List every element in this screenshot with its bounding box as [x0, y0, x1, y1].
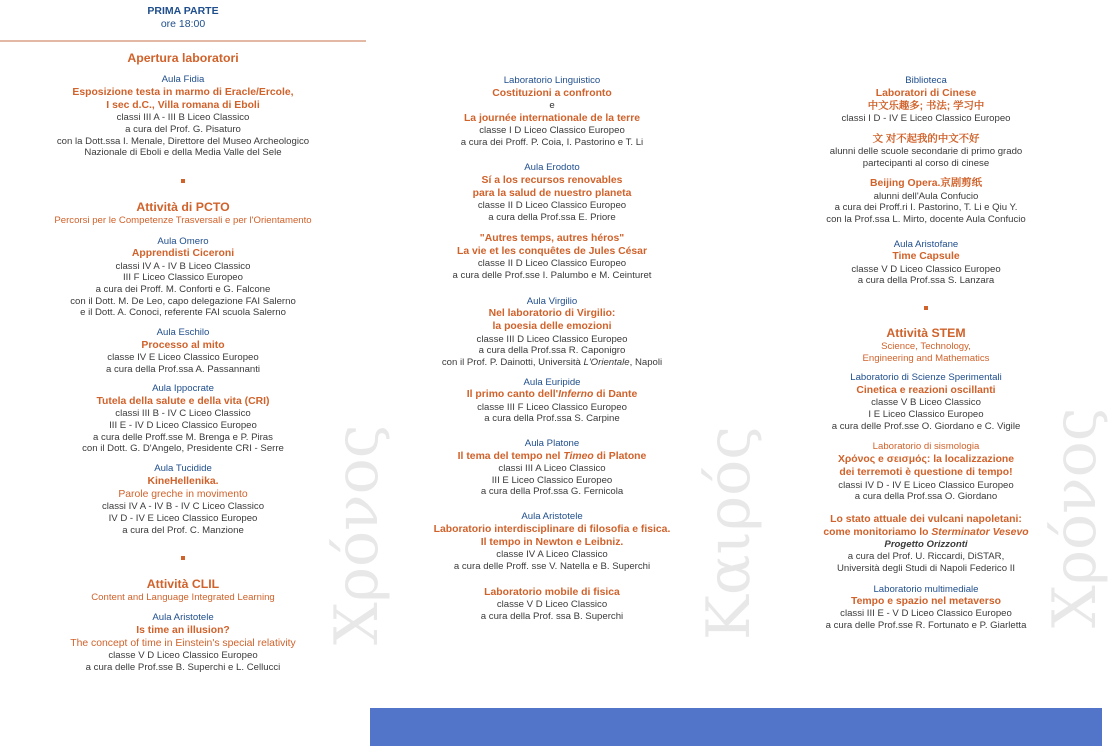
event-title: Laboratori di Cinese: [875, 87, 977, 99]
event-line: a cura dei Proff. P. Coia, I. Pastorino e T. Li: [460, 136, 644, 148]
event-title: [776, 526, 1076, 539]
event-line: classi III A - III B Liceo Classico: [116, 112, 250, 124]
title-part-italic: Sterminator Vesevo: [931, 527, 1029, 539]
event-platone: [402, 438, 702, 498]
column-left: [0, 0, 366, 674]
part-title: PRIMA PARTE: [147, 5, 219, 17]
event-line: classe IV A Liceo Classico: [496, 549, 608, 561]
event-title: para la salud de nuestro planeta: [472, 188, 632, 200]
event-line: III E Liceo Classico Europeo: [491, 474, 613, 486]
event-line: classe II D Liceo Classico Europeo: [477, 200, 627, 212]
event-line: a cura delle Proff. sse V. Natella e B. Superchi: [453, 560, 651, 572]
event-line: classe V B Liceo Classico: [871, 397, 981, 409]
event-title: Time Capsule: [892, 251, 960, 263]
event-line: a cura della Prof.ssa A. Passannanti: [105, 363, 261, 375]
room-label: Aula Fidia: [161, 74, 205, 85]
footer-band: [370, 708, 1102, 746]
event-line: a cura della Prof.ssa S. Carpine: [484, 413, 620, 425]
section-stem-subtitle: Engineering and Mathematics: [862, 352, 990, 364]
section-clil-subtitle: Content and Language Integrated Learning: [91, 592, 275, 604]
event-aristotele-lab: [402, 511, 702, 573]
event-line: classi III B - IV C Liceo Classico: [115, 408, 251, 420]
event-title: Beijing Opera.京剧剪纸: [869, 178, 982, 190]
event-line: a cura della Prof.ssa E. Priore: [488, 212, 616, 224]
room-label: Laboratorio multimediale: [873, 583, 979, 595]
section-stem-subtitle: Science, Technology,: [881, 341, 971, 353]
event-erodoto: [402, 162, 702, 281]
title-part: come monitoriamo lo: [823, 527, 932, 539]
event-title: 文 对不起我的中文不好: [872, 133, 980, 145]
event-line: a cura del Prof. U. Riccardi, DiSTAR,: [847, 551, 1005, 563]
event-line: a cura della Prof. ssa B. Superchi: [480, 610, 624, 622]
event-line: alunni delle scuole secondarie di primo grado: [829, 146, 1023, 158]
event-line: classi III E - V D Liceo Classico Europeo: [840, 608, 1012, 620]
line-part-italic: L'Orientale: [583, 357, 630, 369]
room-label: Biblioteca: [905, 75, 947, 86]
event-eschilo: [0, 327, 366, 375]
event-line: con il Dott. M. De Leo, capo delegazione FAI Salerno: [70, 295, 296, 307]
event-title: "Autres temps, autres héros": [479, 232, 625, 244]
room-label: Aula Aristotele: [152, 612, 214, 623]
room-label: Aula Erodoto: [524, 162, 580, 174]
event-line: a cura della Prof.ssa G. Fernicola: [480, 486, 624, 498]
event-line: classe IV E Liceo Classico Europeo: [107, 351, 259, 363]
event-title: dei terremoti è questione di tempo!: [839, 467, 1013, 479]
room-label: Laboratorio Linguistico: [503, 75, 601, 86]
project-name: Progetto Orizzonti: [884, 539, 968, 551]
event-title: Cinetica e reazioni oscillanti: [856, 385, 996, 397]
event-title: KineHellenika.: [147, 475, 219, 487]
event-line: classe III F Liceo Classico Europeo: [477, 401, 627, 413]
watermark-kairos: Καιρός: [694, 426, 764, 640]
section-pcto-subtitle: Percorsi per le Competenze Trasversali e per l'Orientamento: [54, 214, 312, 226]
event-title: Apprendisti Ciceroni: [131, 248, 235, 260]
event-line: a cura della Prof.ssa O. Giordano: [854, 491, 998, 503]
conjunction: e: [549, 99, 555, 111]
event-title: [402, 388, 702, 401]
column-middle: [402, 0, 702, 622]
event-aristofane: [776, 239, 1076, 287]
event-title: Laboratorio mobile di fisica: [484, 586, 620, 598]
event-line: classe I D Liceo Classico Europeo: [479, 124, 625, 136]
event-title: la poesia delle emozioni: [492, 321, 612, 333]
event-line: a cura della Prof.ssa R. Caponigro: [478, 345, 626, 357]
event-ippocrate: [0, 383, 366, 455]
event-line: classi III A Liceo Classico: [498, 462, 606, 474]
room-label: Laboratorio di Scienze Sperimentali: [850, 372, 1002, 384]
event-line: partecipanti al corso di cinese: [862, 157, 990, 169]
event-sismologia: [776, 441, 1076, 503]
event-line: a cura dei Proff.ri I. Pastorino, T. Li e Qiu Y.: [834, 202, 1018, 214]
room-label: Aula Virgilio: [526, 295, 578, 307]
event-line: classi I D - IV E Liceo Classico Europeo: [841, 113, 1011, 125]
event-line: [402, 357, 702, 369]
title-part-italic: Inferno: [558, 389, 594, 401]
event-line: classi IV A - IV B - IV C Liceo Classico: [101, 501, 265, 513]
event-title: Il tempo in Newton e Leibniz.: [480, 537, 624, 548]
event-multimediale: [776, 584, 1076, 632]
watermark-chronos-2: Χρόνος: [1040, 407, 1110, 628]
event-title: Nel laboratorio di Virgilio:: [488, 308, 616, 320]
event-line: con il Dott. G. D'Angelo, Presidente CRI - Serre: [82, 443, 284, 455]
room-label: Laboratorio di sismologia: [872, 441, 980, 453]
event-line: a cura della Prof.ssa S. Lanzara: [857, 275, 995, 287]
event-line: a cura delle Prof.sse B. Superchi e L. Cellucci: [85, 661, 281, 673]
room-label: Aula Platone: [524, 438, 580, 450]
event-title: [402, 450, 702, 463]
title-part: Il tema del tempo nel: [457, 450, 564, 462]
event-laboratorio-mobile: [402, 586, 702, 623]
event-fidia: [0, 74, 366, 159]
event-title: Tutela della salute e della vita (CRI): [96, 396, 270, 408]
event-linguistico: [402, 75, 702, 148]
event-line: a cura delle Prof.sse O. Giordano e C. Vigile: [831, 420, 1021, 432]
event-title: Esposizione testa in marmo di Eracle/Ercole,: [72, 86, 294, 98]
event-line: III F Liceo Classico Europeo: [123, 272, 243, 284]
title-part: di Platone: [593, 450, 647, 462]
watermark-chronos-1: Χρόνος: [322, 424, 392, 645]
room-label: Aula Omero: [157, 235, 209, 247]
room-label: Aula Tucidide: [154, 463, 212, 475]
event-line: III E - IV D Liceo Classico Europeo: [109, 419, 257, 431]
section-pcto: Attività di PCTO: [136, 199, 230, 214]
event-line: a cura del Prof. C. Manzione: [122, 524, 244, 536]
event-title: I sec d.C., Villa romana di Eboli: [106, 99, 260, 111]
room-label: Aula Aristofane: [893, 238, 959, 250]
event-scienze: [776, 372, 1076, 432]
title-part-italic: Timeo: [563, 450, 594, 462]
event-title: La journée internationale de la terre: [463, 112, 641, 124]
event-line: Università degli Studi di Napoli Federico II: [836, 562, 1016, 574]
column-right: [776, 0, 1076, 632]
event-aristotele-clil: [0, 612, 366, 674]
event-line: classe III D Liceo Classico Europeo: [476, 333, 628, 345]
event-line: a cura del Prof. G. Pisaturo: [125, 123, 241, 135]
room-label: Aula Aristotele: [521, 511, 583, 523]
event-title: La vie et les conquêtes de Jules César: [456, 245, 647, 257]
room-label: Aula Euripide: [523, 376, 581, 388]
event-subtitle: Parole greche in movimento: [118, 488, 248, 500]
title-part: di Dante: [593, 389, 638, 401]
event-line: Nazionale di Eboli e della Media Valle del Sele: [84, 147, 282, 159]
event-line: classe V D Liceo Classico: [496, 598, 608, 610]
event-title: Costituzioni a confronto: [492, 87, 612, 99]
event-line: a cura delle Prof.sse I. Palumbo e M. Ceinturet: [452, 269, 652, 281]
event-title: Lo stato attuale dei vulcani napoletani:: [830, 513, 1022, 525]
event-title: Χρόνος e σεισμός: la localizzazione: [837, 454, 1015, 466]
event-virgilio: [402, 296, 702, 369]
event-line: a cura delle Prof.sse R. Fortunato e P. Giarletta: [825, 620, 1027, 632]
room-label: Aula Eschilo: [156, 327, 210, 339]
event-omero: [0, 236, 366, 319]
event-title: Laboratorio interdisciplinare di filosofia e fisica.: [433, 523, 671, 535]
event-line: con la Prof.ssa L. Mirto, docente Aula Confucio: [826, 214, 1026, 226]
event-title: Sí a los recursos renovables: [481, 174, 623, 186]
event-tucidide: [0, 463, 366, 536]
event-title: Processo al mito: [141, 339, 225, 351]
event-line: IV D - IV E Liceo Classico Europeo: [108, 512, 258, 524]
section-apertura: Apertura laboratori: [127, 51, 239, 65]
line-part: con il Prof. P. Dainotti, Università: [441, 357, 584, 369]
event-vulcani: [776, 513, 1076, 575]
event-line: I E Liceo Classico Europeo: [868, 409, 984, 421]
event-line: alunni dell'Aula Confucio: [873, 190, 979, 202]
room-label: Aula Ippocrate: [152, 383, 214, 395]
event-title: Is time an illusion?: [136, 624, 230, 636]
event-biblioteca: [776, 75, 1076, 226]
event-line: e il Dott. A. Conoci, referente FAI scuola Salerno: [80, 307, 286, 319]
event-title: Tempo e spazio nel metaverso: [851, 596, 1001, 608]
event-line: classi IV D - IV E Liceo Classico Europeo: [838, 479, 1014, 491]
event-line: classe V D Liceo Classico Europeo: [108, 650, 258, 662]
event-title: 中文乐趣多; 书法; 学习中: [867, 100, 985, 112]
section-clil: Attività CLIL: [146, 577, 220, 592]
event-line: classe II D Liceo Classico Europeo: [477, 258, 627, 270]
line-part: , Napoli: [629, 357, 663, 369]
event-subtitle: The concept of time in Einstein's special relativity: [70, 637, 296, 649]
event-line: a cura delle Proff.sse M. Brenga e P. Piras: [93, 431, 273, 443]
event-line: classe V D Liceo Classico Europeo: [851, 263, 1001, 275]
event-line: a cura dei Proff. M. Conforti e G. Falcone: [95, 283, 271, 295]
title-part: Il primo canto dell': [466, 389, 559, 401]
event-euripide: [402, 377, 702, 425]
event-line: classi IV A - IV B Liceo Classico: [115, 260, 251, 272]
section-stem: Attività STEM: [886, 326, 966, 341]
event-line: con la Dott.ssa I. Menale, Direttore del Museo Archeologico: [56, 135, 310, 147]
part-time: ore 18:00: [160, 18, 206, 30]
